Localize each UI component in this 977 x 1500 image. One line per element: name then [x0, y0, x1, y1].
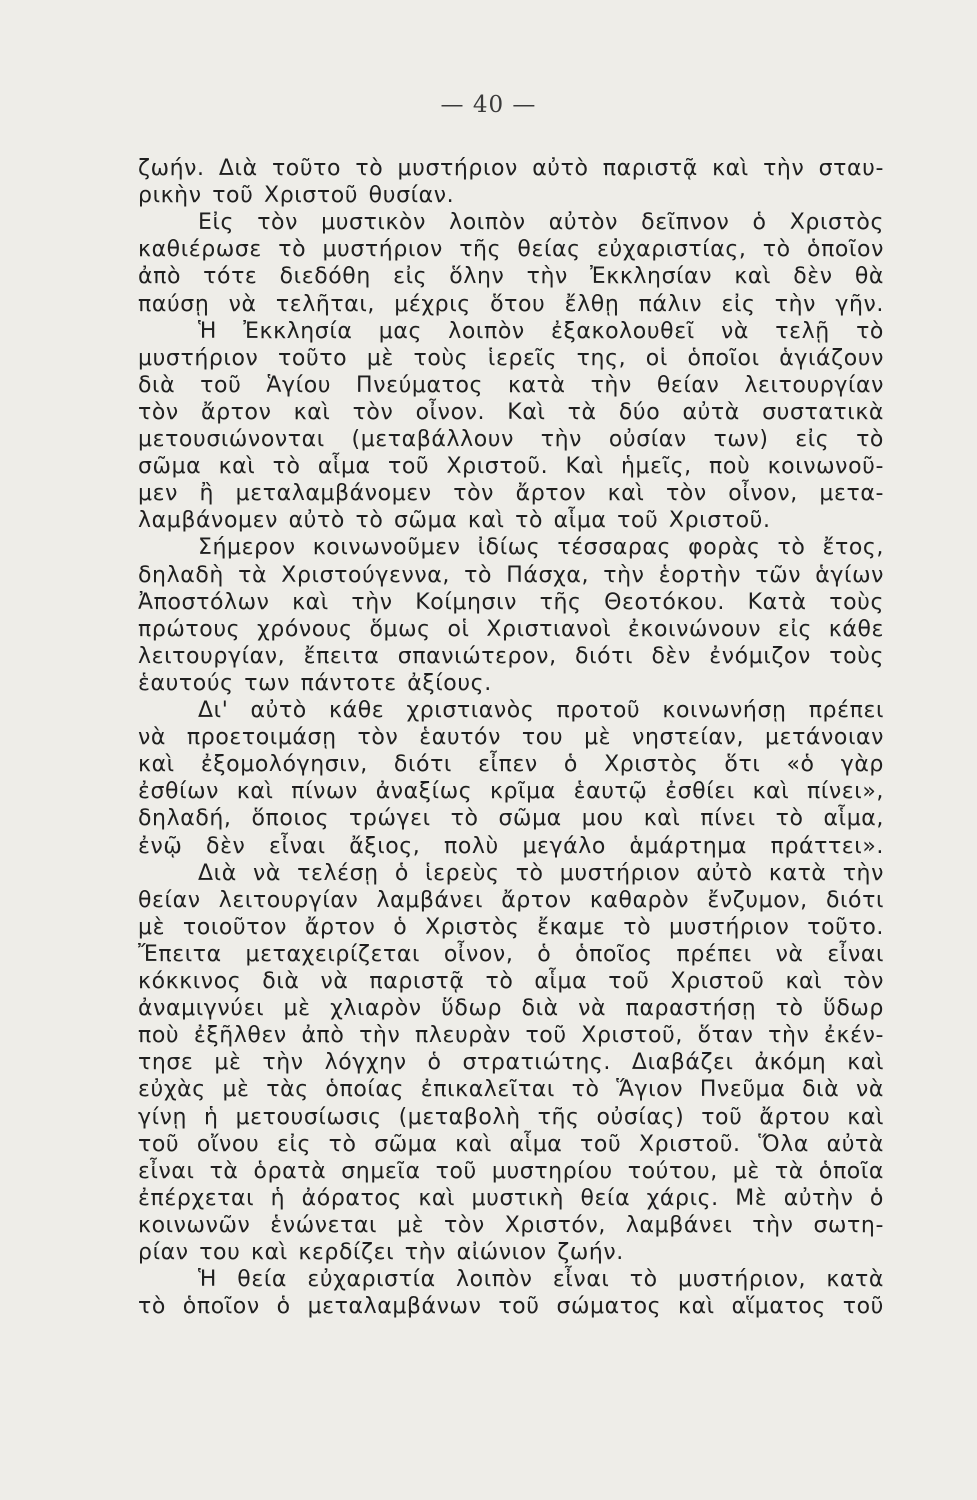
- text-line: Δι' αὐτὸ κάθε χριστιανὸς προτοῦ κοινωνήσῃ πρέπει: [198, 698, 884, 723]
- text-line: ἀναμιγνύει μὲ χλιαρὸν ὕδωρ διὰ νὰ παραστήσῃ τὸ ὕδωρ: [138, 996, 884, 1022]
- text-line: λαμβάνομεν αὐτὸ τὸ σῶμα καὶ τὸ αἷμα τοῦ Χριστοῦ.: [138, 508, 771, 534]
- text-line: μὲ τοιοῦτον ἄρτον ὁ Χριστὸς ἔκαμε τὸ μυστήριον τοῦτο.: [138, 914, 884, 940]
- text-line: Ἔπειτα μεταχειρίζεται οἶνον, ὁ ὁποῖος πρέπει νὰ εἶναι: [138, 941, 884, 967]
- text-line: Ἡ θεία εὐχαριστία λοιπὸν εἶναι τὸ μυστήριον, κατὰ: [198, 1267, 884, 1293]
- text-line: ἑαυτούς των πάντοτε ἀξίους.: [138, 670, 492, 696]
- text-line: μετουσιώνονται (μεταβάλλουν τὴν οὐσίαν των) εἰς τὸ: [138, 427, 884, 452]
- text-line: καθιέρωσε τὸ μυστήριον τῆς θείας εὐχαριστίας, τὸ ὁποῖον: [138, 237, 884, 263]
- text-line: Ἡ Ἐκκλησία μας λοιπὸν ἐξακολουθεῖ νὰ τελῇ τὸ: [198, 318, 884, 344]
- text-line: δηλαδή, ὅποιος τρώγει τὸ σῶμα μου καὶ πίνει τὸ αἷμα,: [138, 806, 884, 832]
- text-line: τὸ ὁποῖον ὁ μεταλαμβάνων τοῦ σώματος καὶ αἵματος τοῦ: [138, 1294, 884, 1320]
- text-line: κοινωνῶν ἑνώνεται μὲ τὸν Χριστόν, λαμβάνει τὴν σωτη-: [138, 1212, 884, 1238]
- text-line: μεν ἢ μεταλαμβάνομεν τὸν ἄρτον καὶ τὸν οἶνον, μετα-: [138, 481, 884, 507]
- text-line: θείαν λειτουργίαν λαμβάνει ἄρτον καθαρὸν ἔνζυμον, διότι: [138, 887, 884, 913]
- page-number: — 40 —: [440, 92, 537, 118]
- text-line: κόκκινος διὰ νὰ παριστᾷ τὸ αἷμα τοῦ Χριστοῦ καὶ τὸν: [138, 969, 884, 994]
- text-line: πρώτους χρόνους ὅμως οἱ Χριστιανοὶ ἐκοινώνουν εἰς κάθε: [138, 616, 884, 642]
- text-line: σῶμα καὶ τὸ αἷμα τοῦ Χριστοῦ. Καὶ ἡμεῖς, ποὺ κοινωνοῦ-: [138, 454, 884, 480]
- text-line: ἐσθίων καὶ πίνων ἀναξίως κρῖμα ἑαυτῷ ἐσθίει καὶ πίνει»,: [138, 779, 884, 805]
- text-line: δηλαδὴ τὰ Χριστούγεννα, τὸ Πάσχα, τὴν ἑορτὴν τῶν ἁγίων: [138, 562, 884, 588]
- text-line: τοῦ οἴνου εἰς τὸ σῶμα καὶ αἷμα τοῦ Χριστοῦ. Ὅλα αὐτὰ: [138, 1131, 884, 1157]
- text-line: ἀπὸ τότε διεδόθη εἰς ὅλην τὴν Ἐκκλησίαν καὶ δὲν θὰ: [138, 264, 884, 290]
- text-line: τησε μὲ τὴν λόγχην ὁ στρατιώτης. Διαβάζει ἀκόμη καὶ: [138, 1050, 884, 1076]
- text-line: ρίαν του καὶ κερδίζει τὴν αἰώνιον ζωήν.: [138, 1240, 624, 1265]
- text-line: παύσῃ νὰ τελῆται, μέχρις ὅτου ἔλθῃ πάλιν εἰς τὴν γῆν.: [138, 291, 884, 317]
- text-line: Εἰς τὸν μυστικὸν λοιπὸν αὐτὸν δεῖπνον ὁ Χριστὸς: [198, 210, 884, 236]
- text-line: διὰ τοῦ Ἁγίου Πνεύματος κατὰ τὴν θείαν λειτουργίαν: [138, 372, 884, 398]
- text-line: λειτουργίαν, ἔπειτα σπανιώτερον, διότι δὲν ἐνόμιζον τοὺς: [138, 643, 884, 669]
- text-line: νὰ προετοιμάσῃ τὸν ἑαυτόν του μὲ νηστείαν, μετάνοιαν: [138, 725, 884, 751]
- text-line: Διὰ νὰ τελέσῃ ὁ ἱερεὺς τὸ μυστήριον αὐτὸ κατὰ τὴν: [198, 860, 884, 886]
- text-line: ποὺ ἐξῆλθεν ἀπὸ τὴν πλευρὰν τοῦ Χριστοῦ, ὅταν τὴν ἐκέν-: [138, 1023, 884, 1049]
- text-line: καὶ ἐξομολόγησιν, διότι εἶπεν ὁ Χριστὸς ὅτι «ὁ γὰρ: [138, 752, 884, 778]
- text-line: εὐχὰς μὲ τὰς ὁποίας ἐπικαλεῖται τὸ Ἅγιον Πνεῦμα διὰ νὰ: [138, 1077, 884, 1103]
- text-line: ζωήν. Διὰ τοῦτο τὸ μυστήριον αὐτὸ παριστᾷ καὶ τὴν σταυ-: [138, 156, 884, 181]
- text-line: ἐπέρχεται ἡ ἀόρατος καὶ μυστικὴ θεία χάρις. Μὲ αὐτὴν ὁ: [138, 1185, 884, 1211]
- text-line: τὸν ἄρτον καὶ τὸν οἶνον. Καὶ τὰ δύο αὐτὰ συστατικὰ: [138, 399, 884, 425]
- text-line: ἐνῷ δὲν εἶναι ἄξιος, πολὺ μεγάλο ἁμάρτημα πράττει».: [138, 833, 884, 859]
- text-line: Ἀποστόλων καὶ τὴν Κοίμησιν τῆς Θεοτόκου. Κατὰ τοὺς: [138, 589, 884, 615]
- text-line: εἶναι τὰ ὁρατὰ σημεῖα τοῦ μυστηρίου τούτου, μὲ τὰ ὁποῖα: [138, 1158, 884, 1184]
- text-line: Σήμερον κοινωνοῦμεν ἰδίως τέσσαρας φορὰς τὸ ἔτος,: [198, 535, 884, 561]
- text-line: ρικὴν τοῦ Χριστοῦ θυσίαν.: [138, 183, 455, 209]
- text-line: μυστήριον τοῦτο μὲ τοὺς ἱερεῖς της, οἱ ὁποῖοι ἁγιάζουν: [138, 345, 884, 371]
- text-line: γίνῃ ἡ μετουσίωσις (μεταβολὴ τῆς οὐσίας) τοῦ ἄρτου καὶ: [138, 1104, 884, 1130]
